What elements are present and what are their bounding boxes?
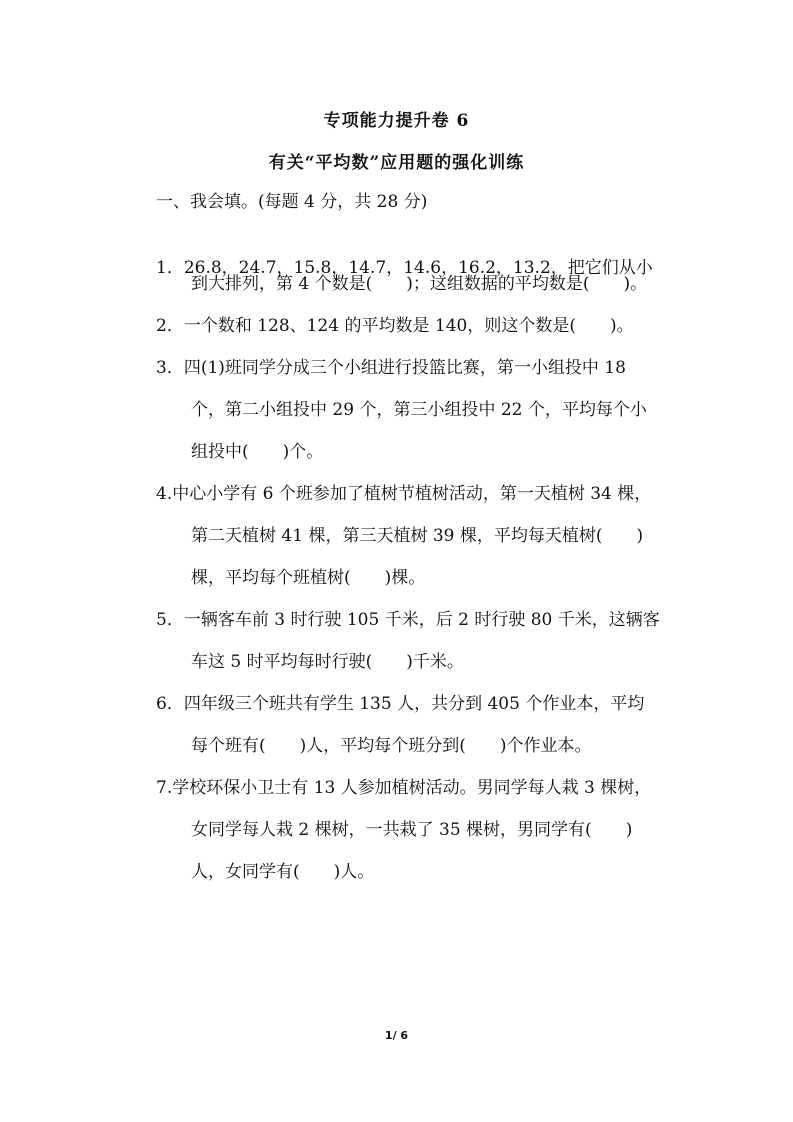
question-4-line-3: 棵，平均每个班植树( )棵。 [191,568,426,588]
question-7-line-2: 女同学每人栽 2 棵树，一共栽了 35 棵树，男同学有( ) [191,820,633,840]
question-5-line-1: 5．一辆客车前 3 时行驶 105 千米，后 2 时行驶 80 千米，这辆客 [156,610,660,630]
question-6-line-1: 6．四年级三个班共有学生 135 人，共分到 405 个作业本，平均 [156,694,645,714]
page-subtitle: 有关“平均数”应用题的强化训练 [268,153,525,173]
question-7-line-1: 7.学校环保小卫士有 13 人参加植树活动。男同学每人栽 3 棵树， [156,778,652,798]
question-4-line-2: 第二天植树 41 棵，第三天植树 39 棵，平均每天植树( ) [191,526,644,546]
question-3-line-2: 个，第二小组投中 29 个，第三小组投中 22 个，平均每个小 [191,400,647,420]
section-heading: 一、我会填。(每题 4 分，共 28 分) [156,192,428,212]
question-5-line-2: 车这 5 时平均每时行驶( )千米。 [191,652,464,672]
question-3-line-1: 3．四(1)班同学分成三个小组进行投篮比赛，第一小组投中 18 [156,358,626,378]
question-6-line-2: 每个班有( )人，平均每个班分到( )个作业本。 [191,736,592,756]
question-1-line-2: 到大排列，第 4 个数是( )；这组数据的平均数是( )。 [191,274,648,294]
question-7-line-3: 人，女同学有( )人。 [191,862,375,882]
question-3-line-3: 组投中( )个。 [191,442,324,462]
question-4-line-1: 4.中心小学有 6 个班参加了植树节植树活动，第一天植树 34 棵， [156,484,652,504]
question-2-line-1: 2．一个数和 128、124 的平均数是 140，则这个数是( )。 [156,316,634,336]
page-title: 专项能力提升卷 6 [323,111,470,131]
page-number: 1/ 6 [384,1029,409,1042]
question-1-line-1: 1．26.8，24.7，15.8，14.7，14.6，16.2，13.2，把它们从小 [156,258,653,278]
